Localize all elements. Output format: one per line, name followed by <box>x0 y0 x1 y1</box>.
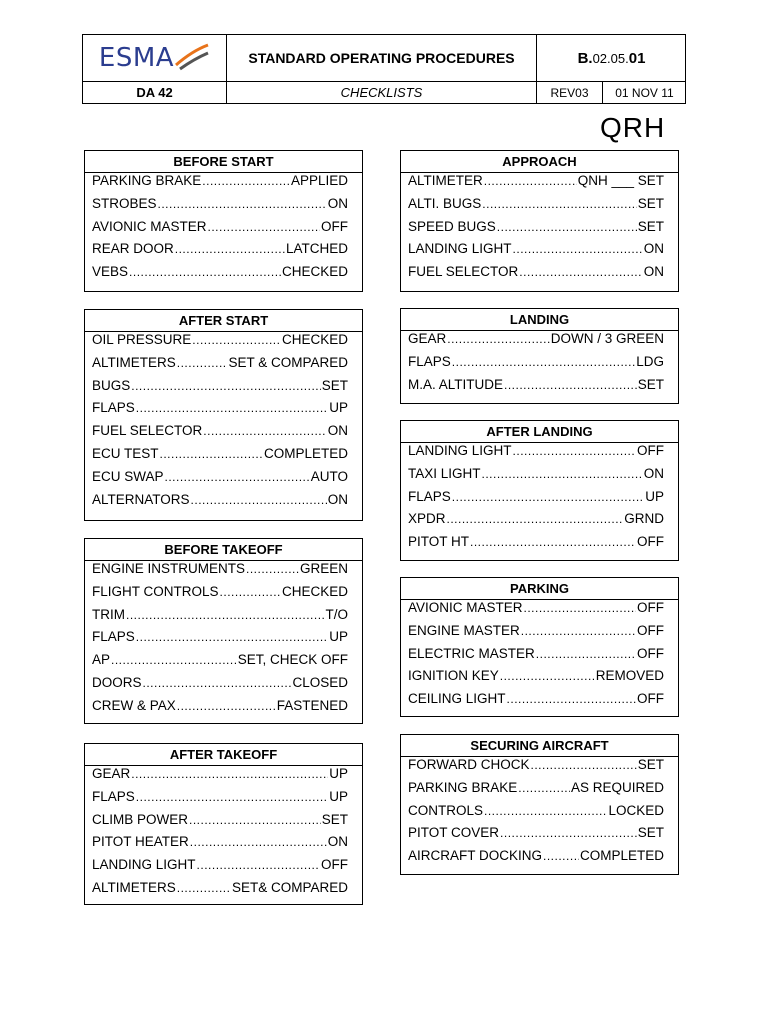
checklist-item <box>401 534 678 557</box>
checklist-item <box>85 607 362 630</box>
item-label: FLAPS <box>92 629 135 645</box>
item-label: SPEED BUGS <box>408 218 496 234</box>
item-label: ALTIMETERS <box>92 879 176 895</box>
checklist-item <box>401 443 678 466</box>
dot-leader <box>160 447 263 461</box>
item-label: LANDING LIGHT <box>408 443 512 458</box>
item-label: PITOT COVER <box>408 825 500 841</box>
checklist-before-takeoff <box>84 538 363 724</box>
item-label: FUEL SELECTOR <box>92 423 203 439</box>
checklist-item <box>85 219 362 242</box>
item-value: FASTENED <box>276 697 348 713</box>
dot-leader <box>447 512 624 526</box>
item-value: ON <box>643 241 664 257</box>
checklist-item <box>85 880 362 903</box>
item-value: ON <box>643 465 664 481</box>
item-label: STROBES <box>92 195 157 211</box>
item-label: AVIONIC MASTER <box>408 600 523 615</box>
item-value: ON <box>327 834 348 850</box>
checklist-item <box>85 196 362 219</box>
item-label: FORWARD CHOCK <box>408 757 530 772</box>
qrh-label: QRH <box>600 112 666 143</box>
item-value: LATCHED <box>285 241 348 257</box>
item-label: ECU TEST <box>92 445 159 461</box>
checklist-title: AFTER START <box>85 310 362 332</box>
item-value: ON <box>327 195 348 211</box>
item-value: OFF <box>637 534 664 550</box>
checklist-landing <box>400 308 679 404</box>
checklist-item <box>85 173 362 196</box>
item-label: CREW & PAX <box>92 697 176 713</box>
item-value: COMPLETED <box>579 848 664 864</box>
dot-leader <box>129 265 281 279</box>
item-value: QNH ___ SET <box>577 173 664 188</box>
checklist-item <box>401 466 678 489</box>
checklist-item <box>401 803 678 826</box>
item-value: SET <box>321 811 348 827</box>
checklist-securing-aircraft <box>400 734 679 875</box>
checklist-title: PARKING <box>401 578 678 600</box>
item-value: CHECKED <box>281 583 348 599</box>
item-label: ENGINE MASTER <box>408 622 520 638</box>
checklist-item <box>401 757 678 780</box>
dot-leader <box>143 676 292 690</box>
checklist-title: BEFORE START <box>85 151 362 173</box>
item-value: ON <box>327 491 348 507</box>
item-label: VEBS <box>92 264 129 280</box>
item-value: CHECKED <box>281 264 348 280</box>
checklist-item <box>85 766 362 789</box>
dot-leader <box>191 493 327 507</box>
checklist-title: LANDING <box>401 309 678 331</box>
checklist-after-landing <box>400 420 679 561</box>
item-value: ON <box>643 264 664 280</box>
item-label: TAXI LIGHT <box>408 465 481 481</box>
checklist-item <box>401 219 678 242</box>
revision-date: 01 NOV 11 <box>603 82 686 104</box>
dot-leader <box>521 624 636 638</box>
checklist-item <box>401 825 678 848</box>
checklist-after-start <box>84 309 363 521</box>
dot-leader <box>136 790 328 804</box>
dot-leader <box>470 535 636 549</box>
item-label: CONTROLS <box>408 802 484 818</box>
dot-leader <box>136 401 328 415</box>
dot-leader <box>202 174 290 188</box>
dot-leader <box>220 585 281 599</box>
item-label: AIRCRAFT DOCKING <box>408 848 543 864</box>
dot-leader <box>175 242 285 256</box>
dot-leader <box>507 692 636 706</box>
item-value: LDG <box>636 353 664 369</box>
item-value: SET <box>637 376 664 392</box>
dot-leader <box>513 242 643 256</box>
item-value: GREEN <box>299 561 348 576</box>
dot-leader <box>189 813 321 827</box>
item-label: PITOT HEATER <box>92 834 189 850</box>
checklist-item <box>401 489 678 512</box>
item-label: LANDING LIGHT <box>408 241 512 257</box>
checklist-item <box>85 584 362 607</box>
item-label: FLAPS <box>408 353 451 369</box>
checklist-item <box>401 241 678 264</box>
checklist-item <box>85 629 362 652</box>
item-label: FLIGHT CONTROLS <box>92 583 219 599</box>
item-label: GEAR <box>408 331 447 346</box>
dot-leader <box>246 562 299 576</box>
checklist-after-takeoff <box>84 743 363 905</box>
item-label: ALTIMETER <box>408 173 483 188</box>
item-value: OFF <box>637 443 664 458</box>
item-value: SET & COMPARED <box>228 354 348 370</box>
dot-leader <box>447 332 549 346</box>
item-value: ON <box>327 423 348 439</box>
dot-leader <box>524 601 636 615</box>
item-value: CLOSED <box>292 674 348 690</box>
checklist-item <box>401 623 678 646</box>
item-value: DOWN / 3 GREEN <box>550 331 664 346</box>
checklist-title: AFTER TAKEOFF <box>85 744 362 766</box>
item-value: OFF <box>637 622 664 638</box>
dot-leader <box>531 758 637 772</box>
item-value: OFF <box>637 600 664 615</box>
item-label: FLAPS <box>408 488 451 504</box>
item-value: COMPLETED <box>263 445 348 461</box>
checklist-title: SECURING AIRCRAFT <box>401 735 678 757</box>
code-main: 02.05. <box>592 50 629 66</box>
esma-logo <box>83 35 227 82</box>
logo-text: ESMA <box>98 43 175 73</box>
item-label: LANDING LIGHT <box>92 857 196 873</box>
dot-leader <box>504 378 637 392</box>
item-value: LOCKED <box>608 802 664 818</box>
dot-leader <box>131 379 320 393</box>
checklist-item <box>85 469 362 492</box>
checklist-item <box>401 691 678 714</box>
checklist-item <box>401 848 678 871</box>
checklist-item <box>401 511 678 534</box>
checklist-item <box>85 400 362 423</box>
item-label: REAR DOOR <box>92 241 174 257</box>
item-label: CLIMB POWER <box>92 811 189 827</box>
checklist-item <box>401 354 678 377</box>
checklist-item <box>85 561 362 584</box>
checklist-item <box>401 331 678 354</box>
dot-leader <box>497 220 637 234</box>
dot-leader <box>165 470 310 484</box>
item-value: UP <box>329 629 348 645</box>
dot-leader <box>518 781 570 795</box>
dot-leader <box>177 881 231 895</box>
document-code <box>537 35 686 82</box>
checklist-title: BEFORE TAKEOFF <box>85 539 362 561</box>
checklist-item <box>401 780 678 803</box>
dot-leader <box>190 835 327 849</box>
item-value: SET <box>321 377 348 393</box>
item-label: PARKING BRAKE <box>408 779 518 795</box>
item-label: PARKING BRAKE <box>92 173 202 188</box>
checklist-item <box>401 196 678 219</box>
dot-leader <box>452 490 644 504</box>
item-value: SET <box>637 195 664 211</box>
dot-leader <box>519 265 642 279</box>
dot-leader <box>203 424 326 438</box>
item-value: SET <box>637 218 664 234</box>
item-value: AUTO <box>310 468 348 484</box>
checklist-item <box>85 241 362 264</box>
document-subtitle: CHECKLISTS <box>227 82 537 104</box>
checklist-item <box>85 264 362 287</box>
item-label: BUGS <box>92 377 131 393</box>
dot-leader <box>111 653 237 667</box>
dot-leader <box>177 699 276 713</box>
item-label: XPDR <box>408 511 446 527</box>
item-label: ENGINE INSTRUMENTS <box>92 561 246 576</box>
dot-leader <box>131 767 328 781</box>
checklist-item <box>401 668 678 691</box>
checklist-item <box>401 264 678 287</box>
revision: REV03 <box>537 82 603 104</box>
dot-leader <box>482 197 636 211</box>
checklist-item <box>401 377 678 400</box>
item-label: M.A. ALTITUDE <box>408 376 504 392</box>
checklist-item <box>401 646 678 669</box>
item-label: CEILING LIGHT <box>408 691 506 707</box>
checklist-parking <box>400 577 679 717</box>
checklist-item <box>85 834 362 857</box>
checklist-approach <box>400 150 679 292</box>
checklist-item <box>85 857 362 880</box>
aircraft-type: DA 42 <box>83 82 227 104</box>
item-value: UP <box>329 400 348 416</box>
item-value: SET <box>637 757 664 772</box>
dot-leader <box>484 174 577 188</box>
item-value: SET, CHECK OFF <box>237 652 348 668</box>
item-value: OFF <box>321 218 348 234</box>
checklist-before-start <box>84 150 363 292</box>
item-value: AS REQUIRED <box>570 779 664 795</box>
item-label: AVIONIC MASTER <box>92 218 207 234</box>
item-label: ALTI. BUGS <box>408 195 482 211</box>
logo-swoosh-icon <box>174 43 210 73</box>
item-label: GEAR <box>92 766 131 781</box>
item-label: TRIM <box>92 606 125 622</box>
dot-leader <box>192 333 281 347</box>
checklist-item <box>85 492 362 515</box>
item-value: REMOVED <box>595 668 664 684</box>
document-title: STANDARD OPERATING PROCEDURES <box>227 35 537 82</box>
item-value: GRND <box>624 511 664 527</box>
checklist-item <box>85 812 362 835</box>
dot-leader <box>543 849 579 863</box>
item-value: SET& COMPARED <box>231 879 348 895</box>
checklist-title: AFTER LANDING <box>401 421 678 443</box>
dot-leader <box>158 197 327 211</box>
dot-leader <box>136 630 328 644</box>
dot-leader <box>484 804 607 818</box>
dot-leader <box>208 220 320 234</box>
item-label: PITOT HT <box>408 534 470 550</box>
checklist-item <box>85 423 362 446</box>
dot-leader <box>500 669 595 683</box>
checklist-item <box>401 600 678 623</box>
item-label: ELECTRIC MASTER <box>408 645 535 661</box>
item-value: UP <box>329 766 348 781</box>
item-label: OIL PRESSURE <box>92 332 192 347</box>
item-label: AP <box>92 652 111 668</box>
item-label: ALTIMETERS <box>92 354 176 370</box>
item-value: OFF <box>321 857 348 873</box>
item-label: IGNITION KEY <box>408 668 499 684</box>
item-label: FLAPS <box>92 788 135 804</box>
checklist-item <box>401 173 678 196</box>
checklist-item <box>85 378 362 401</box>
dot-leader <box>536 647 636 661</box>
dot-leader <box>482 467 643 481</box>
item-value: UP <box>645 488 664 504</box>
dot-leader <box>126 608 325 622</box>
item-label: ECU SWAP <box>92 468 164 484</box>
dot-leader <box>513 444 636 458</box>
item-label: ALTERNATORS <box>92 491 190 507</box>
item-value: OFF <box>637 645 664 661</box>
dot-leader <box>500 826 637 840</box>
checklist-item <box>85 355 362 378</box>
checklist-item <box>85 332 362 355</box>
checklist-item <box>85 446 362 469</box>
checklist-item <box>85 789 362 812</box>
checklist-item <box>85 652 362 675</box>
item-label: DOORS <box>92 674 142 690</box>
item-value: APPLIED <box>290 173 348 188</box>
item-label: FUEL SELECTOR <box>408 264 519 280</box>
dot-leader <box>452 355 635 369</box>
checklist-item <box>85 675 362 698</box>
code-suffix: 01 <box>628 49 646 67</box>
checklist-item <box>85 698 362 721</box>
item-value: OFF <box>637 691 664 707</box>
item-label: FLAPS <box>92 400 135 416</box>
dot-leader <box>177 356 228 370</box>
dot-leader <box>197 858 320 872</box>
code-prefix: B. <box>577 49 593 67</box>
item-value: SET <box>637 825 664 841</box>
item-value: T/O <box>325 606 348 622</box>
item-value: CHECKED <box>281 332 348 347</box>
document-header <box>82 34 686 104</box>
item-value: UP <box>329 788 348 804</box>
checklist-title: APPROACH <box>401 151 678 173</box>
